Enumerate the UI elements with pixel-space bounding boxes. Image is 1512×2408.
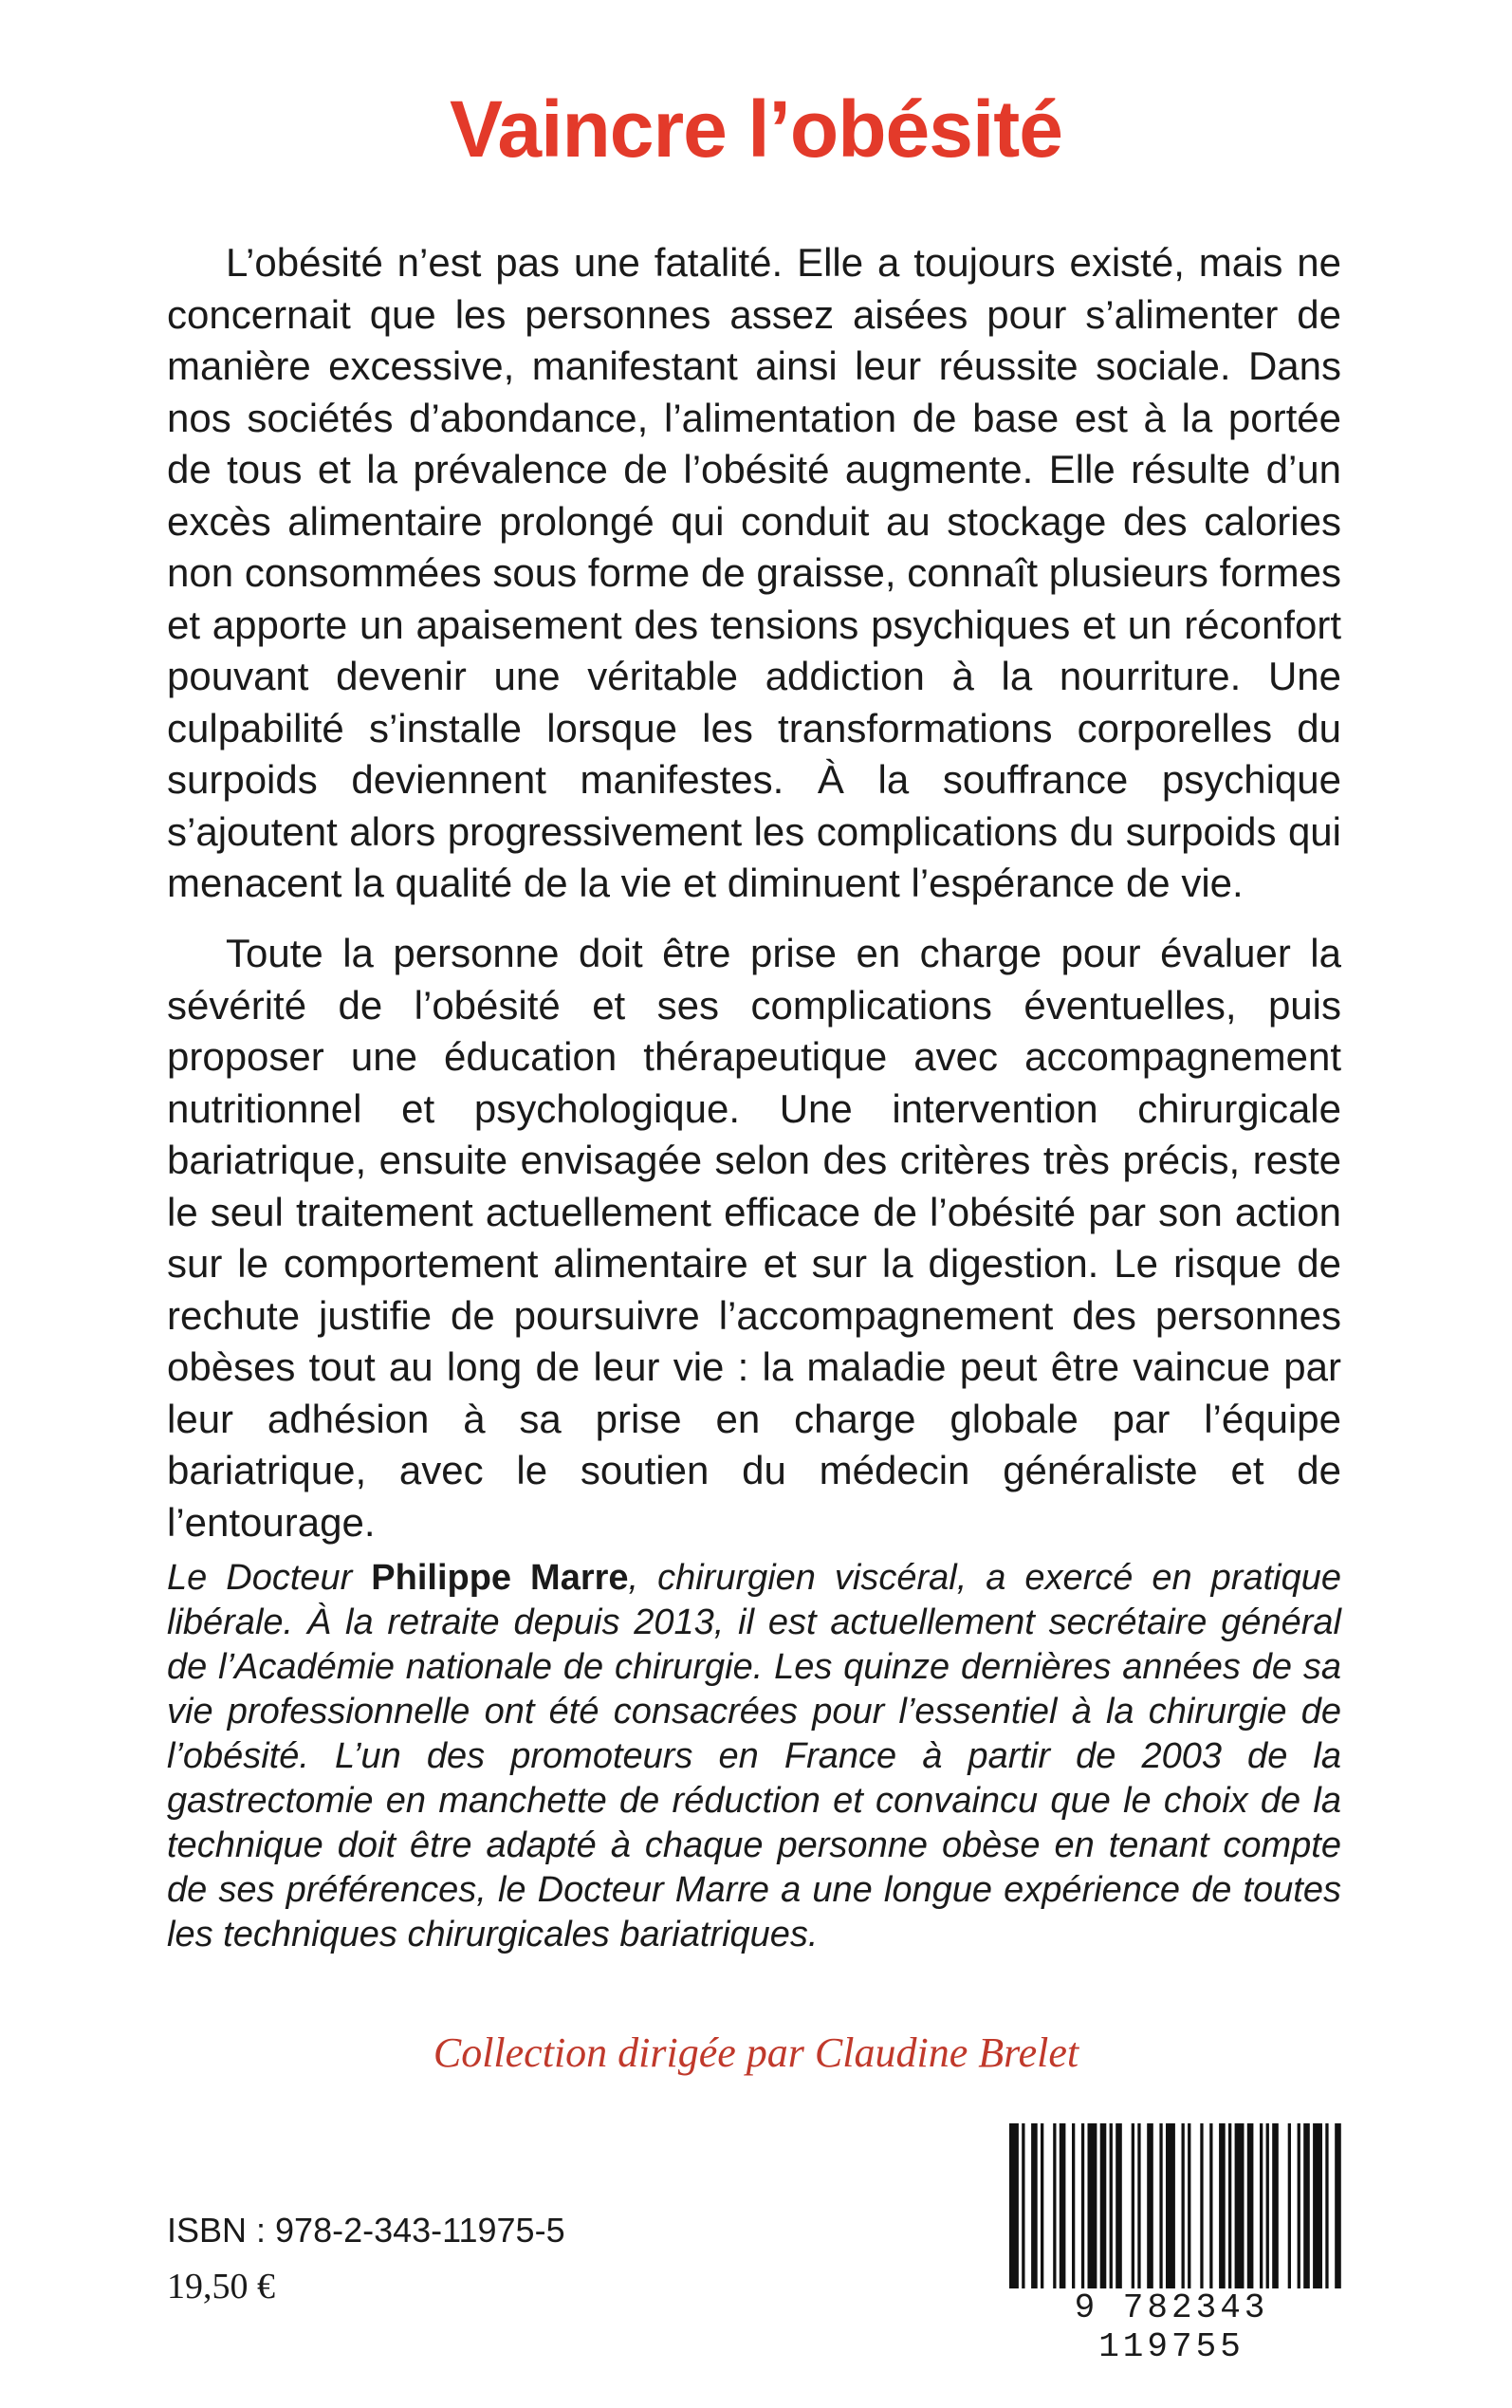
barcode-bar [1335, 2123, 1341, 2313]
collection-line: Collection dirigée par Claudine Brelet [433, 2029, 1079, 2076]
author-bio [167, 1556, 1341, 1957]
barcode-bar [1088, 2123, 1097, 2313]
barcode-bar [1182, 2123, 1185, 2313]
barcode-bar [1298, 2123, 1300, 2313]
description-paragraph-1: L’obésité n’est pas une fatalité. Elle a toujours existé, mais ne concernait que les personnes assez aisées pour s’alimenter de manière excessive, manifestant ainsi leur réussite sociale. Dans nos sociétés d’abondance, l’alimentation de base est à la portée de tous et la prévalence de l’obésité augmente. Elle résulte d’un excès alimentaire prolongé qui conduit au stockage des calories non consommées sous forme de graisse, connaît plusieurs formes et apporte un apaisement des tensions psychiques et un réconfort pouvant devenir une véritable addiction à la nourriture. Une culpabilité s’installe lorsque les transformations corporelles du surpoids deviennent manifestes. À la souffrance psychique s’ajoutent alors progressivement les complications du surpoids qui menacent la qualité de la vie et diminuent l’espérance de vie. [167, 240, 1341, 905]
barcode-bar [1110, 2123, 1113, 2313]
description-paragraph-2: Toute la personne doit être prise en charge pour évaluer la sévérité de l’obésité et ses complications éventuelles, puis proposer une éducation thérapeutique avec accompagnement nutritionnel et psychologique. Une intervention chirurgicale bariatrique, ensuite envisagée selon des critères très précis, reste le seul traitement actuellement efficace de l’obésité par son action sur le comportement alimentaire et sur la digestion. Le risque de rechute justifie de poursuivre l’accompagnement des personnes obèses tout au long de leur vie : la maladie peut être vaincue par leur adhésion à sa prise en charge globale par l’équipe bariatrique, avec le soutien du médecin généraliste et de l’entourage. [167, 931, 1341, 1545]
barcode-bar [1060, 2123, 1066, 2313]
barcode-bar [1260, 2123, 1263, 2313]
barcode-bar [1053, 2123, 1056, 2313]
barcode-bar [1200, 2123, 1203, 2313]
barcode-bar [1137, 2123, 1140, 2313]
barcode-bar [1159, 2123, 1162, 2313]
barcode-bar [1081, 2123, 1084, 2313]
barcode-bar [1100, 2123, 1107, 2313]
bio-text: , chirurgien viscéral, a exercé en pratique libérale. À la retraite depuis 2013, il est actuellement secrétaire général de l’Académie nationale de chirurgie. Les quinze dernières années de sa vie professionnelle ont été consacrées pour l’essentiel à la chirurgie de l’obésité. L’un des promoteurs en France à partir de 2003 de la gastrectomie en manchette de réduction et convaincu que le choix de la technique doit être adapté à chaque personne obèse en tenant compte de ses préférences, le Docteur Marre a une longue expérience de toutes les techniques chirurgicales bariatriques. [167, 1558, 1341, 1954]
barcode-bar [1325, 2123, 1328, 2313]
barcode-bar [1288, 2123, 1291, 2313]
barcode-bar [1272, 2123, 1279, 2313]
price: 19,50 € [167, 2267, 275, 2306]
barcode-digits: 9 782343 119755 [996, 2288, 1347, 2366]
barcode-bar [1247, 2123, 1254, 2313]
barcode-bar [1313, 2123, 1322, 2313]
barcode-bar [1188, 2123, 1190, 2313]
book-title: Vaincre l’obésité [450, 84, 1062, 174]
barcode-bar [1166, 2123, 1175, 2313]
barcode-bar [1266, 2123, 1269, 2313]
barcode-bar [1116, 2123, 1122, 2313]
barcode-bars [996, 2123, 1347, 2313]
barcode-bar [1209, 2123, 1212, 2313]
barcode [996, 2123, 1347, 2366]
author-name: Philippe Marre [371, 1558, 629, 1598]
barcode-bar [1228, 2123, 1231, 2313]
barcode-bar [1219, 2123, 1226, 2313]
isbn: ISBN : 978-2-343-11975-5 [167, 2211, 565, 2250]
barcode-bar [1009, 2123, 1019, 2313]
barcode-bar [1132, 2123, 1134, 2313]
bio-prefix: Le Docteur [167, 1558, 372, 1598]
barcode-bar [1031, 2123, 1038, 2313]
barcode-bar [1022, 2123, 1024, 2313]
barcode-bar [1303, 2123, 1310, 2313]
barcode-bar [1235, 2123, 1245, 2313]
barcode-bar [1041, 2123, 1043, 2313]
barcode-bar [1072, 2123, 1075, 2313]
barcode-bar [1147, 2123, 1153, 2313]
